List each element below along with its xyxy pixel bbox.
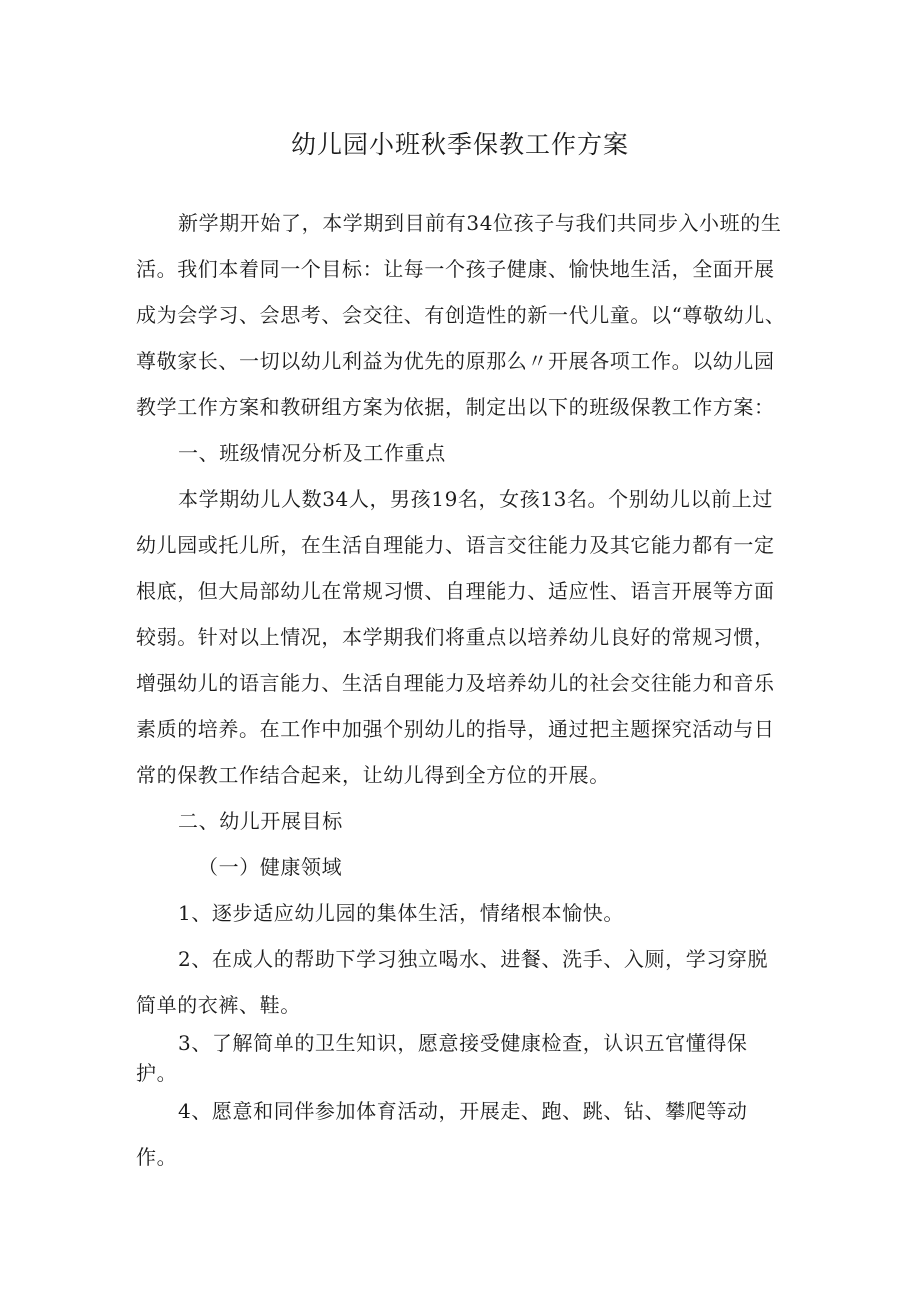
- list-item: 2、在成人的帮助下学习独立喝水、进餐、洗手、入厕，学习穿脱简单的衣裤、鞋。: [136, 947, 769, 1017]
- class-analysis-paragraph: 本学期幼儿人数34人，男孩19名，女孩13名。个别幼儿以前上过幼儿园或托儿所，在生活自理能力、语言交往能力及其它能力都有一定根底，但大局部幼儿在常规习惯、自理能力、适应性、语言开展等方面较弱。针对以上情况，本学期我们将重点以培养幼儿良好的常规习惯，增强幼儿的语言能力、生活自理能力及培养幼儿的社会交往能力和音乐素质的培养。在工作中加强个别幼儿的指导，通过把主题探究活动与日常的保教工作结合起来，让幼儿得到全方位的开展。: [136, 487, 775, 787]
- document-title: 幼儿园小班秋季保教工作方案: [290, 130, 629, 159]
- subsection-heading-health: （一）健康领域: [198, 855, 343, 879]
- section-heading-class-analysis: 一、班级情况分析及工作重点: [178, 441, 446, 465]
- list-item: 3、了解简单的卫生知识，愿意接受健康检查，认识五官懂得保护。: [136, 1031, 748, 1085]
- document-body: [136, 200, 788, 1180]
- list-item: 1、逐步适应幼儿园的集体生活，情绪根本愉快。: [178, 901, 624, 925]
- section-heading-development-goals: 二、幼儿开展目标: [178, 809, 343, 833]
- intro-paragraph: 新学期开始了，本学期到目前有34位孩子与我们共同步入小班的生活。我们本着同一个目标：让每一个孩子健康、愉快地生活，全面开展成为会学习、会思考、会交往、有创造性的新一代儿童。以“尊敬幼儿、尊敬家长、一切以幼儿利益为优先的原那么〃开展各项工作。以幼儿园教学工作方案和教研组方案为依据，制定出以下的班级保教工作方案：: [136, 211, 786, 419]
- list-item: 4、愿意和同伴参加体育活动，开展走、跑、跳、钻、攀爬等动作。: [136, 1099, 748, 1169]
